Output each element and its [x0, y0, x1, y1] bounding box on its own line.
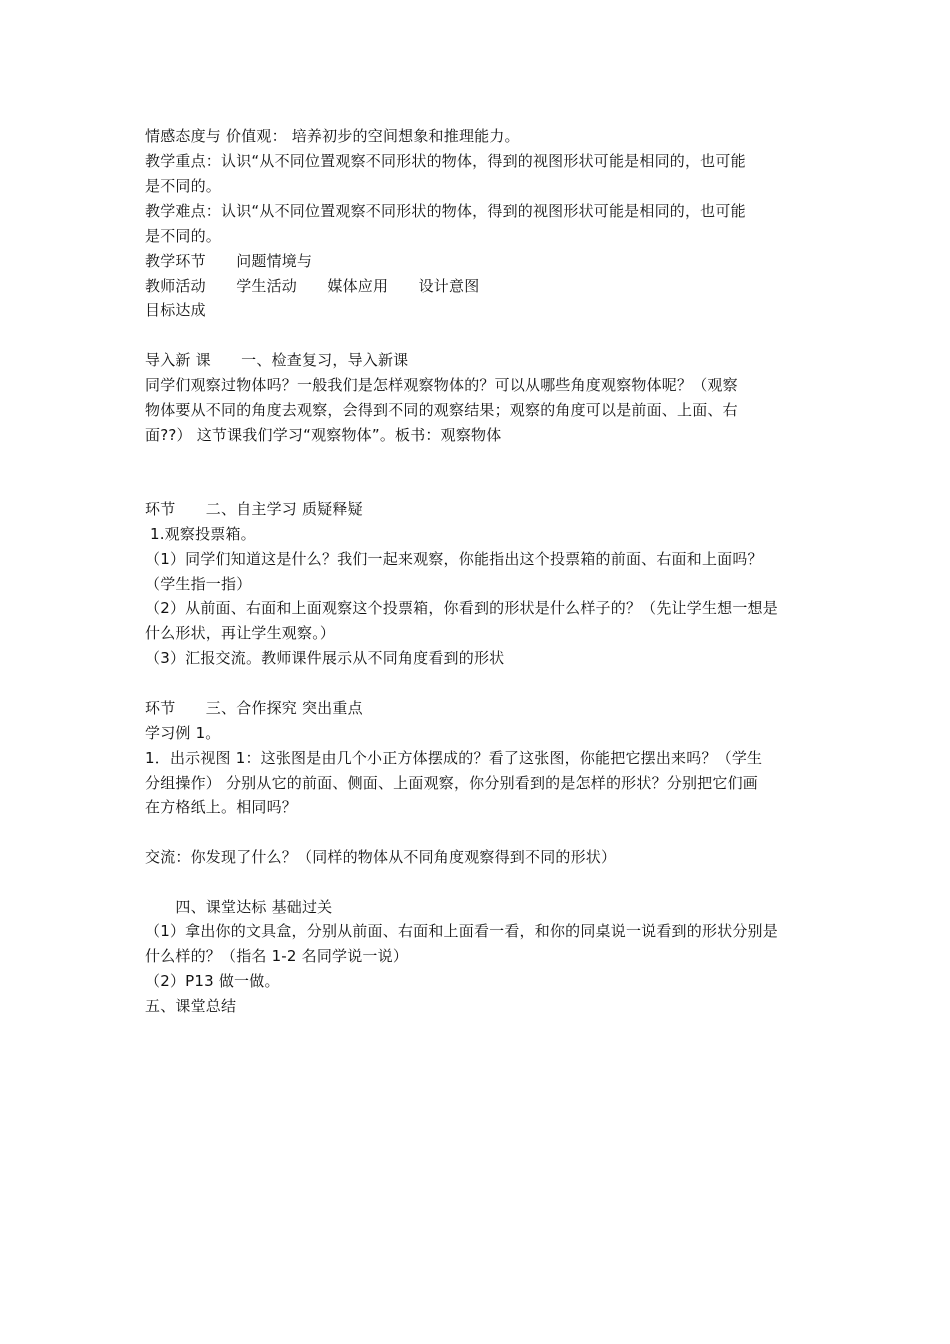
text-line: 教学环节 问题情境与	[145, 252, 313, 270]
text-line: （1）拿出你的文具盒，分别从前面、右面和上面看一看，和你的同桌说一说看到的形状分别是	[145, 922, 778, 940]
text-line: 同学们观察过物体吗？一般我们是怎样观察物体的？可以从哪些角度观察物体呢？（观察	[145, 376, 738, 394]
text-line: 面??） 这节课我们学习“观察物体”。板书：观察物体	[145, 426, 502, 444]
text-line: 导入新 课 一、检查复习，导入新课	[145, 351, 409, 369]
text-line: （1）同学们知道这是什么？我们一起来观察，你能指出这个投票箱的前面、右面和上面吗？	[145, 550, 763, 568]
text-line: 分组操作） 分别从它的前面、侧面、上面观察，你分别看到的是怎样的形状？分别把它们画	[145, 774, 758, 792]
text-line: 什么形状，再让学生观察。）	[145, 624, 336, 642]
text-line: （2）P13 做一做。	[145, 972, 280, 990]
text-line: （3）汇报交流。教师课件展示从不同角度看到的形状	[145, 649, 505, 667]
text-line: 教学重点：认识“从不同位置观察不同形状的物体，得到的视图形状可能是相同的，也可能	[145, 152, 746, 170]
text-line: 1.观察投票箱。	[145, 525, 256, 543]
text-line: 是不同的。	[145, 177, 222, 195]
text-line: 教学难点：认识“从不同位置观察不同形状的物体，得到的视图形状可能是相同的，也可能	[145, 202, 746, 220]
text-line: 环节 二、自主学习 质疑释疑	[145, 500, 363, 518]
text-line: 什么样的？（指名 1-2 名同学说一说）	[145, 947, 409, 965]
text-line: 目标达成	[145, 301, 206, 319]
text-line: （学生指一指）	[145, 575, 252, 593]
text-line: 环节 三、合作探究 突出重点	[145, 699, 363, 717]
text-line: 交流：你发现了什么？（同样的物体从不同角度观察得到不同的形状）	[145, 848, 617, 866]
text-line: （2）从前面、右面和上面观察这个投票箱，你看到的形状是什么样子的？（先让学生想一想是	[145, 599, 778, 617]
text-line: 是不同的。	[145, 227, 222, 245]
text-line: 物体要从不同的角度去观察，会得到不同的观察结果；观察的角度可以是前面、上面、右	[145, 401, 738, 419]
text-line: 教师活动 学生活动 媒体应用 设计意图	[145, 277, 480, 295]
text-line: 在方格纸上。相同吗？	[145, 798, 298, 816]
text-line: 情感态度与 价值观： 培养初步的空间想象和推理能力。	[145, 127, 520, 145]
text-line: 1．出示视图 1：这张图是由几个小正方体摆成的？看了这张图，你能把它摆出来吗？（学生	[145, 749, 763, 767]
text-line: 四、课堂达标 基础过关	[145, 898, 333, 916]
text-line: 学习例 1。	[145, 724, 221, 742]
text-line: 五、课堂总结	[145, 997, 237, 1015]
